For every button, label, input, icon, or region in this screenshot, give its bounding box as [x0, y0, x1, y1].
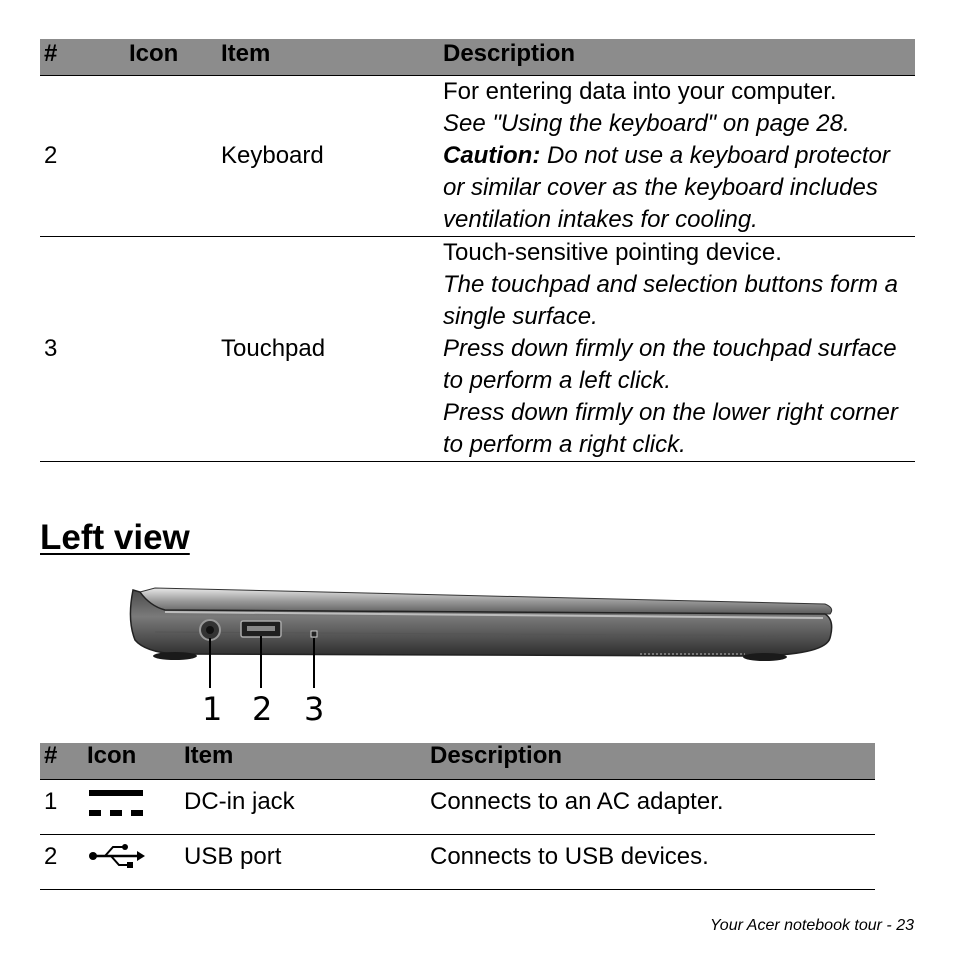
description-note: The touchpad and selection buttons form a single surface.: [443, 271, 898, 330]
row-item: Touchpad: [217, 237, 439, 462]
callout-2: 2: [252, 690, 273, 728]
section-title: Left view: [40, 518, 190, 557]
table-row: [40, 76, 915, 237]
header-description: Description: [439, 39, 915, 76]
header-item: Item: [180, 743, 426, 780]
row-item: USB port: [180, 835, 426, 890]
row-description: [439, 237, 915, 462]
usb-icon: [87, 841, 147, 871]
table-header-row: [40, 39, 915, 76]
description-note: Press down firmly on the touchpad surface to perform a left click.: [443, 335, 897, 394]
row-description: Connects to USB devices.: [426, 835, 875, 890]
row-description: Connects to an AC adapter.: [426, 780, 875, 835]
header-number: #: [40, 743, 83, 780]
row-number: 2: [40, 76, 125, 237]
row-number: 3: [40, 237, 125, 462]
header-item: Item: [217, 39, 439, 76]
row-number: 1: [40, 780, 83, 835]
header-description: Description: [426, 743, 875, 780]
description-text: Touch-sensitive pointing device.: [443, 239, 782, 266]
row-item: DC-in jack: [180, 780, 426, 835]
callout-1: 1: [202, 690, 223, 728]
caution-note: [443, 140, 915, 236]
row-number: 2: [40, 835, 83, 890]
left-view-ports-table: [40, 743, 875, 890]
header-icon: Icon: [125, 39, 217, 76]
row-item: Keyboard: [217, 76, 439, 237]
row-icon: [125, 237, 217, 462]
caution-label: Caution:: [443, 142, 541, 169]
table-row: [40, 780, 875, 835]
description-text: For entering data into your computer.: [443, 78, 837, 105]
row-icon: [83, 780, 180, 835]
table-header-row: [40, 743, 875, 780]
header-icon: Icon: [83, 743, 180, 780]
callout-3: 3: [304, 690, 325, 728]
components-table-top: [40, 39, 915, 462]
table-row: [40, 835, 875, 890]
row-icon: [83, 835, 180, 890]
description-reference: See "Using the keyboard" on page 28.: [443, 110, 850, 137]
page-footer: Your Acer notebook tour - 23: [710, 917, 914, 934]
row-description: [439, 76, 915, 237]
caution-text: Do not use a keyboard protector or similar cover as the keyboard includes ventilation intakes for cooling.: [443, 142, 890, 233]
table-row: [40, 237, 915, 462]
description-note: Press down firmly on the lower right corner to perform a right click.: [443, 399, 898, 458]
dc-in-icon: [87, 786, 145, 822]
row-icon: [125, 76, 217, 237]
header-number: #: [40, 39, 125, 76]
